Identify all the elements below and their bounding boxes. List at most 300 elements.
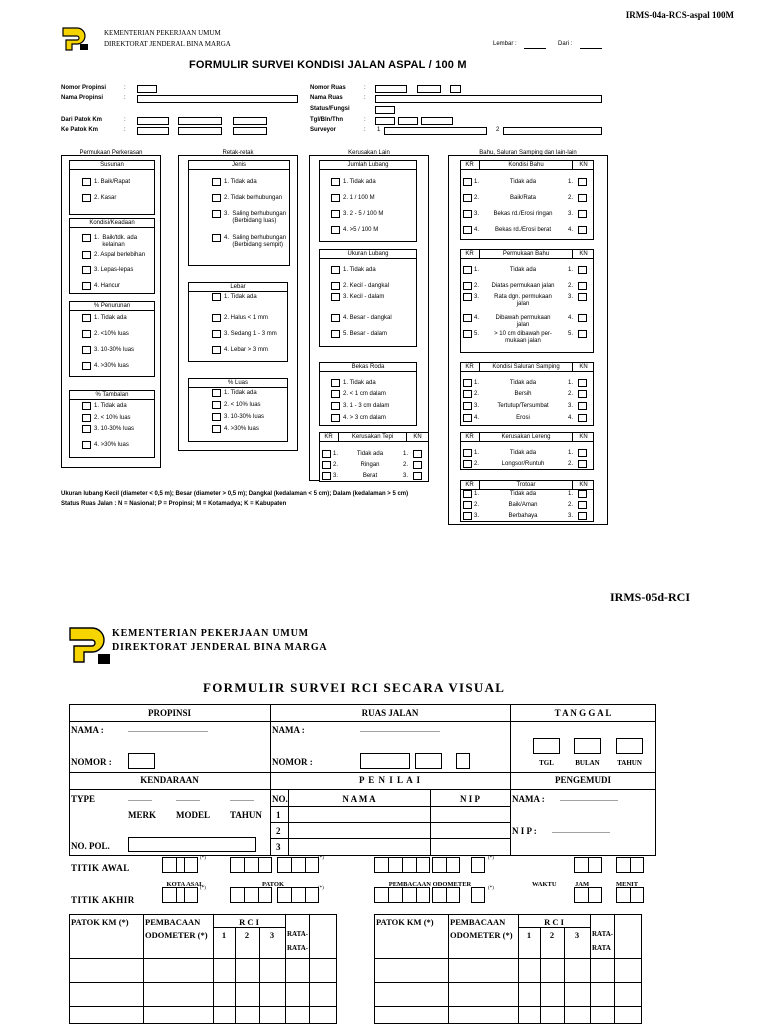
divider [69,772,656,773]
kbahu-num-3: 3. [474,211,480,217]
awal-odo-b-input[interactable] [432,857,460,873]
penilai-row-2: 2 [276,826,281,836]
tepi-kn-num-2: 2. [403,462,409,468]
divider [374,1006,642,1007]
kbahu-label-2: Baik/Rata [509,195,536,201]
kbahu-kn-2-checkbox[interactable] [578,194,587,202]
jumlah-2-checkbox[interactable] [331,194,340,202]
pbahu-kr-5-checkbox[interactable] [463,330,472,338]
jumlah-3-checkbox[interactable] [331,210,340,218]
jenis-1-checkbox[interactable] [212,178,221,186]
dari-field[interactable] [580,48,602,49]
lebar-4-label: 4. Lebar > 3 mm [224,347,268,353]
propinsi-nama-field[interactable]: ........................................ [128,725,208,734]
jenis-2-checkbox[interactable] [212,194,221,202]
colon: : [124,127,126,133]
lereng-kr-2-checkbox[interactable] [463,460,472,468]
kota-asal-label: KOTA ASAL [166,881,204,888]
saluran-kr-3-checkbox[interactable] [463,402,472,410]
pbahu-num-2: 2. [474,283,480,289]
lereng-kn-2-checkbox[interactable] [578,460,587,468]
star-note: (*) [488,856,494,861]
digit-divider [291,858,292,872]
nama-ruas-input[interactable] [375,95,602,103]
pbahu-label-3: Rata dgn. permukaan jalan [494,294,552,307]
nomor-ruas-a-input[interactable] [375,85,407,93]
divider [460,169,594,170]
tambalan-4-checkbox[interactable] [82,441,91,449]
tahun-label: TAHUN [617,759,642,767]
awal-patok-b-input[interactable] [277,857,319,873]
propinsi-nomor-label: NOMOR : [71,757,112,767]
digit-divider [588,888,589,902]
digit-divider [305,888,306,902]
bulan-input[interactable] [574,738,601,754]
kn-label: KN [579,482,588,488]
pbahu-kr-3-checkbox[interactable] [463,293,472,301]
dari-patok-x-input[interactable] [233,117,267,125]
akhir-menit-input[interactable] [616,887,644,903]
saluran-title: Kondisi Saluran Samping [492,364,560,370]
label-nomor-propinsi: Nomor Propinsi [61,85,107,91]
label-nama-ruas: Nama Ruas [310,95,343,101]
ukuran-2-checkbox[interactable] [331,282,340,290]
digit-divider [416,858,417,872]
pbahu-num-4: 4. [474,315,480,321]
luas-1-checkbox[interactable] [212,389,221,397]
ruas-nomor-b-input[interactable] [415,753,442,769]
trotoar-num-2: 2. [474,502,480,508]
pbahu-kn-1-checkbox[interactable] [578,266,587,274]
ukuran-1-checkbox[interactable] [331,266,340,274]
divider [69,958,337,959]
rci-col-3: 3 [574,930,580,940]
kbahu-title: Kondisi Bahu [508,162,544,168]
tgl-input[interactable] [375,117,395,125]
tambalan-3-checkbox[interactable] [82,425,91,433]
rata-label: RATA- [287,930,309,938]
ukuran-4-checkbox[interactable] [331,314,340,322]
tgl-input[interactable] [533,738,560,754]
trotoar-kn-3-checkbox[interactable] [578,512,587,520]
lereng-label-1: Tidak ada [509,450,537,456]
susunan-2-label: 2. Kasar [94,195,117,201]
kbahu-label-4: Bekas rd./Erosi berat [494,227,552,233]
lereng-kr-1-checkbox[interactable] [463,449,472,457]
rci-col-2: 2 [549,930,555,940]
pbahu-kr-2-checkbox[interactable] [463,282,472,290]
ke-patok-m-input[interactable] [178,127,222,135]
type-label: TYPE [71,794,96,804]
akhir-patok-a-input[interactable] [230,887,272,903]
pbahu-kn-2-checkbox[interactable] [578,282,587,290]
tepi-num-3: 3. [333,473,339,479]
penilai-row-3: 3 [276,842,281,852]
pu-logo-icon [68,626,112,666]
ukuran-2-label: 2. Kecil - dangkal [343,283,390,289]
tepi-kr-2-checkbox[interactable] [322,461,331,469]
digit-divider [176,858,177,872]
digit-divider [630,858,631,872]
saluran-label-2: Bersih [514,391,532,397]
divider [614,914,615,1024]
akhir-patok-b-input[interactable] [277,887,319,903]
kr-label: KR [465,162,474,168]
ukuran-3-checkbox[interactable] [331,293,340,301]
divider [270,806,510,807]
akhir-jam-input[interactable] [574,887,602,903]
digit-divider [176,888,177,902]
pbahu-label-4: Dibawah permukaan jalan [495,315,551,328]
dari-patok-m-input[interactable] [178,117,222,125]
susunan-1-checkbox[interactable] [82,178,91,186]
kbahu-kr-2-checkbox[interactable] [463,194,472,202]
trotoar-kr-3-checkbox[interactable] [463,512,472,520]
nama-propinsi-input[interactable] [137,95,298,103]
patok-label: PATOK [261,881,285,888]
bekas-1-label: 1. Tidak ada [343,380,376,386]
tepi-kn-3-checkbox[interactable] [413,472,422,480]
merk-label: MERK [128,810,156,820]
divider [270,822,510,823]
saluran-label-3: Tertutup/Tersumbat [497,403,549,409]
trotoar-num-1: 1. [474,491,480,497]
nomor-ruas-b-input[interactable] [417,85,441,93]
odometer-label: PEMBACAAN ODOMETER [388,881,472,888]
colon: : [124,117,126,123]
waktu-label: WAKTU [532,881,557,888]
propinsi-nomor-input[interactable] [128,753,155,769]
ukuran-3-label: 3. Kecil - dalam [343,294,385,300]
pu-logo-icon [60,26,90,52]
bekas-2-label: 2. < 1 cm dalam [343,391,386,397]
surveyor-2-input[interactable] [503,127,602,135]
jumlah-4-checkbox[interactable] [331,226,340,234]
patok-km-header: PATOK KM (*) [71,917,129,927]
luas-3-checkbox[interactable] [212,413,221,421]
pbahu-kr-1-checkbox[interactable] [463,266,472,274]
divider [319,441,429,442]
ruas-nama-field[interactable]: ........................................ [360,725,440,734]
colon: : [124,95,126,101]
lereng-kn-num-1: 1. [568,450,574,456]
jumlah-1-label: 1. Tidak ada [343,179,376,185]
digit-divider [588,858,589,872]
kondisi-title: Kondisi/Keadaan [70,220,154,228]
ke-patok-x-input[interactable] [233,127,267,135]
pbahu-kn-3-checkbox[interactable] [578,293,587,301]
star-note: (*) [200,856,206,861]
kendaraan-header: KENDARAAN [140,775,199,785]
jumlah-3-label: 3. 2 - 5 / 100 M [343,211,384,217]
pembacaan-header: PEMBACAAN [145,917,201,927]
pbahu-kn-5-checkbox[interactable] [578,330,587,338]
saluran-kn-1-checkbox[interactable] [578,379,587,387]
akhir-odo-a-input[interactable] [374,887,430,903]
saluran-kr-4-checkbox[interactable] [463,414,472,422]
jam-label: JAM [575,881,590,888]
awal-kota-b-input[interactable] [184,857,198,873]
ruas-nomor-label: NOMOR : [272,757,313,767]
ruas-jalan-header: RUAS JALAN [361,708,419,718]
pengemudi-nip-field[interactable]: ............................. [552,826,610,835]
pengemudi-nama-label: NAMA : [512,794,545,804]
nama-col-header: N A M A [342,794,376,804]
colon: : [364,117,366,123]
akhir-kota-b-input[interactable] [184,887,198,903]
saluran-kn-num-2: 2. [568,391,574,397]
pbahu-num-5: 5. [474,331,480,337]
kr-label: KR [465,482,474,488]
bekas-1-checkbox[interactable] [331,379,340,387]
saluran-num-4: 4. [474,415,480,421]
luas-4-label: 4. >30% luas [224,426,259,432]
ruas-nomor-c-input[interactable] [456,753,470,769]
bahu-header: Bahu, Saluran Samping dan lain-lain [479,150,577,156]
jumlah-4-label: 4. >5 / 100 M [343,227,379,233]
pbahu-kn-4-checkbox[interactable] [578,314,587,322]
merk-field[interactable]: ............ [128,794,152,803]
status-fungsi-input[interactable] [375,106,395,114]
bln-input[interactable] [398,117,418,125]
pbahu-kn-num-3: 3. [568,294,574,300]
propinsi-nama-label: NAMA : [71,725,104,735]
bulan-label: BULAN [575,759,600,767]
pengemudi-nama-field[interactable]: ............................. [560,794,618,803]
penurunan-1-label: 1. Tidak ada [94,315,127,321]
luas-4-checkbox[interactable] [212,425,221,433]
penurunan-2-checkbox[interactable] [82,330,91,338]
saluran-kn-2-checkbox[interactable] [578,390,587,398]
trotoar-kr-2-checkbox[interactable] [463,501,472,509]
saluran-kn-num-1: 1. [568,380,574,386]
form2-title: FORMULIR SURVEI RCI SECARA VISUAL [203,680,506,695]
kbahu-kn-3-checkbox[interactable] [578,210,587,218]
tepi-kn-num-3: 3. [403,473,409,479]
ministry-name: KEMENTERIAN PEKERJAAN UMUM [104,29,221,37]
kn-label: KN [579,251,588,257]
saluran-kn-num-3: 3. [568,403,574,409]
digit-divider [258,888,259,902]
kbahu-kr-4-checkbox[interactable] [463,226,472,234]
divider [460,258,594,259]
lembar-field[interactable] [524,48,546,49]
note-ukuran-lubang: Ukuran lubang Kecil (diameter < 0,5 m); Besar (diameter > 0,5 m); Dangkal (kedalaman < 5 cm); Dalam (kedalaman > 5 cm) [61,491,409,497]
divider [448,914,449,1024]
trotoar-kn-num-2: 2. [568,502,574,508]
luas-2-label: 2. < 10% luas [224,402,261,408]
saluran-num-3: 3. [474,403,480,409]
surveyor-1-input[interactable] [384,127,487,135]
digit-divider [388,888,389,902]
kondisi-2-checkbox[interactable] [82,251,91,259]
lebar-3-checkbox[interactable] [212,330,221,338]
trotoar-label-1: Tidak ada [509,491,537,497]
bekas-3-checkbox[interactable] [331,402,340,410]
kr-label: KR [465,434,474,440]
saluran-kn-num-4: 4. [568,415,574,421]
directorate-name: DIREKTORAT JENDERAL BINA MARGA [104,40,231,48]
bekas-2-checkbox[interactable] [331,390,340,398]
lereng-label-2: Longsor/Runtuh [501,461,545,467]
ke-patok-km-input[interactable] [137,127,169,135]
awal-odo-a-input[interactable] [374,857,430,873]
luas-3-label: 3. 10-30% luas [224,414,265,420]
divider [518,927,590,928]
penurunan-title: % Penurunan [70,303,154,311]
titik-awal-label: TITIK AWAL [71,863,130,873]
saluran-kr-2-checkbox[interactable] [463,390,472,398]
divider [69,789,656,790]
susunan-box [69,160,155,215]
model-field[interactable]: ............ [176,794,200,803]
lembar-label: Lembar : [493,41,517,47]
lereng-title: Kerusakan Lereng [501,434,551,440]
jenis-4-checkbox[interactable] [212,234,221,242]
awal-jam-input[interactable] [574,857,602,873]
trotoar-kn-2-checkbox[interactable] [578,501,587,509]
lebar-title: Lebar [189,284,287,292]
thn-input[interactable] [421,117,453,125]
kerusakan-header: Kerusakan Lain [348,150,390,156]
kbahu-kn-1-checkbox[interactable] [578,178,587,186]
tambalan-1-checkbox[interactable] [82,402,91,410]
tanggal-header: T A N G G A L [554,708,612,718]
trotoar-kn-1-checkbox[interactable] [578,490,587,498]
kbahu-kn-num-2: 2. [568,195,574,201]
no-header: NO. [272,794,288,804]
no-pol-input[interactable] [128,837,256,852]
akhir-odo-c-input[interactable] [471,887,485,903]
tahun-k-label: TAHUN [230,810,262,820]
patok-km-header: PATOK KM (*) [376,917,434,927]
saluran-kn-3-checkbox[interactable] [578,402,587,410]
saluran-kn-4-checkbox[interactable] [578,414,587,422]
susunan-2-checkbox[interactable] [82,194,91,202]
bekas-4-label: 4. > 3 cm dalam [343,415,386,421]
tahun-input[interactable] [616,738,643,754]
jenis-1-label: 1. Tidak ada [224,179,257,185]
nomor-propinsi-input[interactable] [137,85,157,93]
penurunan-3-checkbox[interactable] [82,346,91,354]
tepi-title: Kerusakan Tepi [351,434,394,440]
rci-col-3: 3 [269,930,275,940]
tepi-num-1: 1. [333,451,339,457]
kondisi-4-checkbox[interactable] [82,282,91,290]
trotoar-kn-num-1: 1. [568,491,574,497]
lebar-2-checkbox[interactable] [212,314,221,322]
pbahu-title: Permukaan Bahu [502,251,550,257]
tepi-label-2: Ringan [360,462,380,468]
form1-title: FORMULIR SURVEI KONDISI JALAN ASPAL / 100 M [189,59,467,71]
label-tgl: Tgl/Bln/Thn [310,117,343,123]
retak-header: Retak-retak [222,150,254,156]
jenis-2-label: 2. Tidak berhubungan [224,195,283,201]
saluran-kr-1-checkbox[interactable] [463,379,472,387]
ukuran-5-label: 5. Besar - dalam [343,331,388,337]
tepi-label-3: Berat [362,473,378,479]
tepi-kn-2-checkbox[interactable] [413,461,422,469]
kondisi-3-checkbox[interactable] [82,266,91,274]
rci-col-1: 1 [526,930,532,940]
jenis-3-checkbox[interactable] [212,210,221,218]
lereng-kn-1-checkbox[interactable] [578,449,587,457]
digit-divider [446,888,447,902]
kr-label: KR [465,251,474,257]
jenis-title: Jenis [189,162,289,170]
lebar-1-label: 1. Tidak ada [224,294,257,300]
kbahu-num-1: 1. [474,179,480,185]
digit-divider [244,888,245,902]
luas-2-checkbox[interactable] [212,401,221,409]
pembacaan-header: PEMBACAAN [450,917,506,927]
surveyor-1-label: 1 [377,127,381,133]
pbahu-kr-4-checkbox[interactable] [463,314,472,322]
kbahu-kn-4-checkbox[interactable] [578,226,587,234]
lebar-4-checkbox[interactable] [212,346,221,354]
susunan-1-label: 1. Baik/Rapat [94,179,131,185]
pbahu-label-1: Tidak ada [509,267,537,273]
jumlah-2-label: 2. 1 / 100 M [343,195,375,201]
tepi-kr-1-checkbox[interactable] [322,450,331,458]
ukuran-5-checkbox[interactable] [331,330,340,338]
lebar-3-label: 3. Sedang 1 - 3 mm [224,331,277,337]
lereng-kn-num-2: 2. [568,461,574,467]
permukaan-header: Permukaan Perkerasan [79,150,143,156]
tambalan-2-checkbox[interactable] [82,414,91,422]
lebar-2-label: 2. Halus < 1 mm [224,315,268,321]
kbahu-label-3: Bekas rd./Erosi ringan [493,211,553,217]
kn-label: KN [413,434,422,440]
kbahu-kr-1-checkbox[interactable] [463,178,472,186]
label-surveyor: Surveyor [310,127,337,133]
bekas-4-checkbox[interactable] [331,414,340,422]
bekas-3-label: 3. 1 - 3 cm dalam [343,403,390,409]
trotoar-kr-1-checkbox[interactable] [463,490,472,498]
nomor-ruas-c-input[interactable] [450,85,461,93]
luas-title: % Luas [189,380,287,388]
form1-code: IRMS-04a-RCS-aspal 100M [625,10,734,20]
lebar-1-checkbox[interactable] [212,293,221,301]
ruas-nomor-a-input[interactable] [360,753,410,769]
tepi-kn-1-checkbox[interactable] [413,450,422,458]
kbahu-kr-3-checkbox[interactable] [463,210,472,218]
divider [69,721,656,722]
awal-patok-a-input[interactable] [230,857,272,873]
rata-label-2: RATA [592,944,611,952]
saluran-num-1: 1. [474,380,480,386]
rata-label: RATA- [592,930,614,938]
dari-patok-km-input[interactable] [137,117,169,125]
rci-header: R C I [239,917,259,927]
divider [213,927,285,928]
kondisi-1-checkbox[interactable] [82,234,91,242]
divider [374,958,642,959]
awal-odo-c-input[interactable] [471,857,485,873]
penurunan-4-checkbox[interactable] [82,362,91,370]
jumlah-1-checkbox[interactable] [331,178,340,186]
awal-menit-input[interactable] [616,857,644,873]
penurunan-1-checkbox[interactable] [82,314,91,322]
kn-label: KN [579,434,588,440]
akhir-odo-b-input[interactable] [432,887,460,903]
penilai-header: P E N I L A I [358,775,422,785]
tepi-kr-3-checkbox[interactable] [322,472,331,480]
ukuran-4-label: 4. Besar - dangkal [343,315,392,321]
kondisi-3-label: 3. Lepas-lepas [94,267,134,273]
kondisi-2-label: 2. Aspal berlebihan [94,252,146,258]
tahun-field[interactable]: ............ [230,794,254,803]
